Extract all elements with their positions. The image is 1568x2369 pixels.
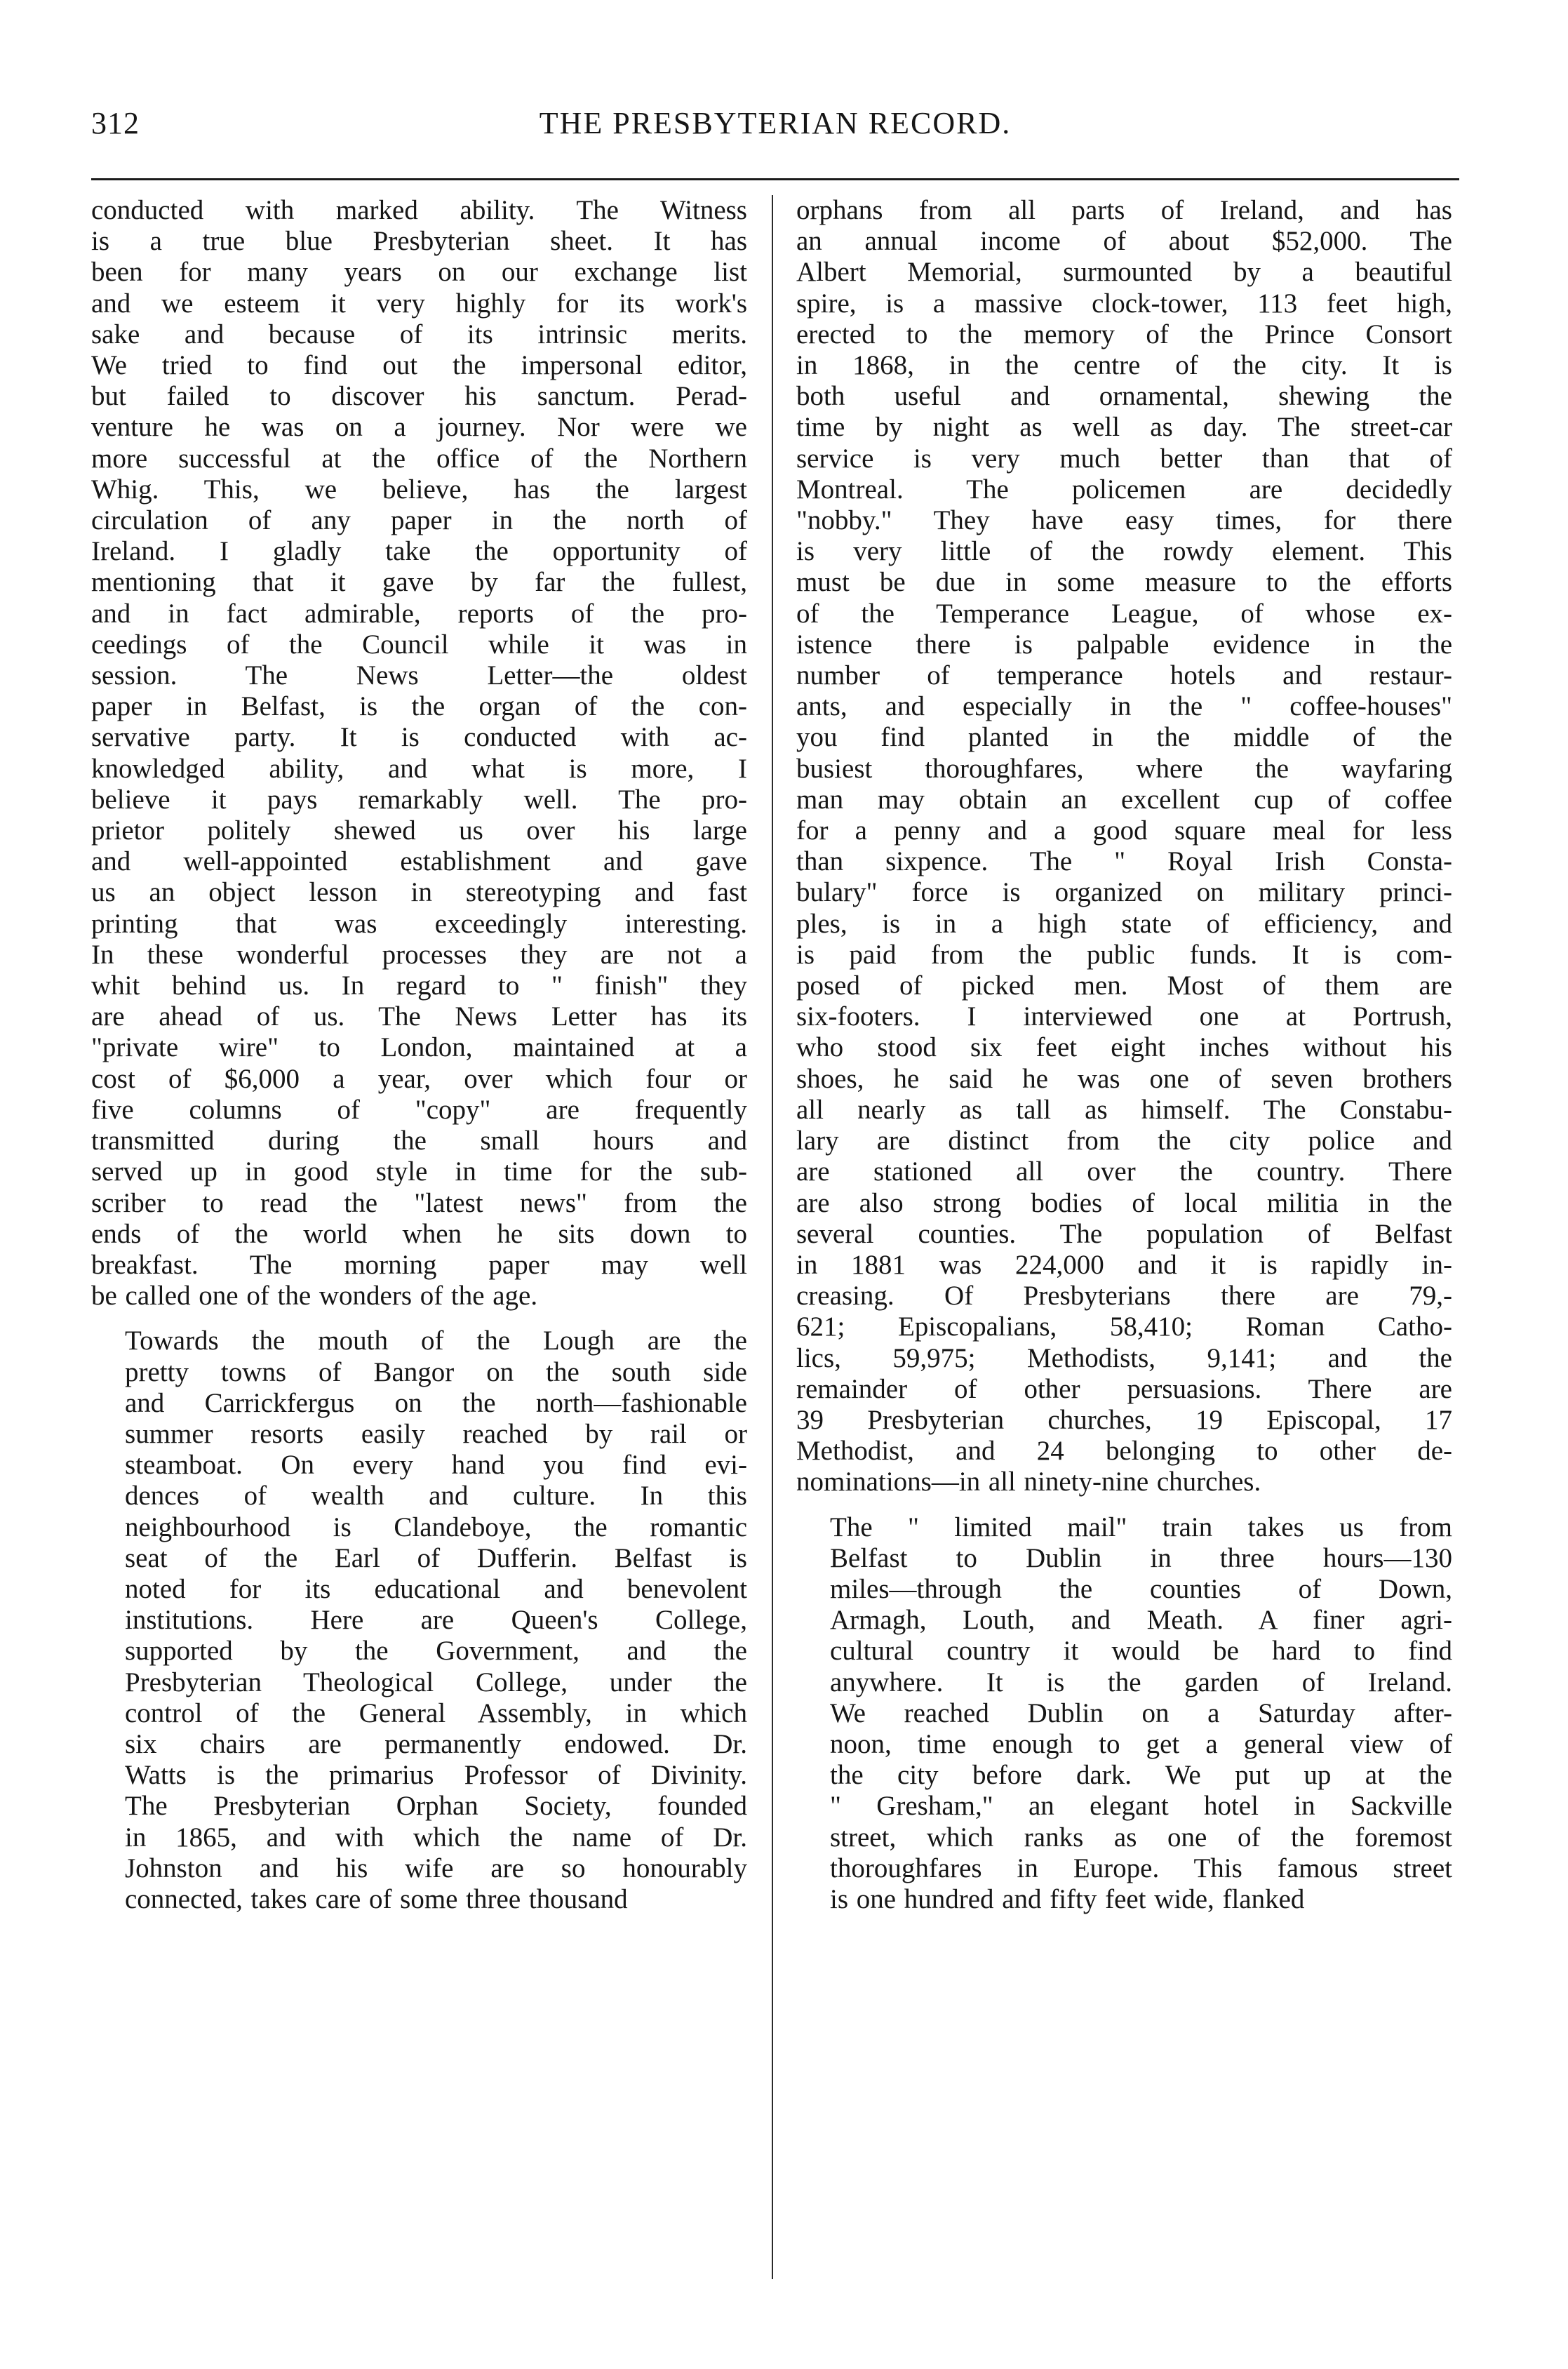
text-line: than sixpence. The " Royal Irish Consta- <box>796 846 1452 877</box>
text-line: both useful and ornamental, shewing the <box>796 381 1452 412</box>
text-line: shoes, he said he was one of seven brothers <box>796 1063 1452 1094</box>
text-line: are ahead of us. The News Letter has its <box>91 1001 747 1032</box>
text-line: you find planted in the middle of the <box>796 722 1452 753</box>
text-line: We tried to find out the impersonal editor, <box>91 350 747 381</box>
text-line: breakfast. The morning paper may well <box>91 1249 747 1280</box>
text-line: Presbyterian Theological College, under the <box>125 1667 747 1697</box>
text-line: in 1881 was 224,000 and it is rapidly in- <box>796 1249 1452 1280</box>
text-line: thoroughfares in Europe. This famous street <box>830 1853 1452 1883</box>
text-line: creasing. Of Presbyterians there are 79,- <box>796 1281 1452 1312</box>
text-line: time by night as well as day. The street-car <box>796 412 1452 443</box>
text-line: circulation of any paper in the north of <box>91 505 747 536</box>
text-line: sake and because of its intrinsic merits. <box>91 319 747 349</box>
text-line: six chairs are permanently endowed. Dr. <box>125 1728 747 1759</box>
text-line: Ireland. I gladly take the opportunity of <box>91 536 747 567</box>
text-line: cost of $6,000 a year, over which four or <box>91 1063 747 1094</box>
text-line: venture he was on a journey. Nor were we <box>91 412 747 443</box>
text-line: cultural country it would be hard to find <box>830 1636 1452 1667</box>
text-line: Johnston and his wife are so honourably <box>125 1853 747 1883</box>
text-line: Armagh, Louth, and Meath. A finer agri- <box>830 1605 1452 1636</box>
text-line: and well-appointed establishment and gave <box>91 846 747 877</box>
text-line: service is very much better than that of <box>796 443 1452 474</box>
text-line: Whig. This, we believe, has the largest <box>91 474 747 505</box>
text-line: spire, is a massive clock-tower, 113 feet high, <box>796 288 1452 319</box>
text-line: an annual income of about $52,000. The <box>796 226 1452 257</box>
text-line: posed of picked men. Most of them are <box>796 970 1452 1001</box>
text-line: six-footers. I interviewed one at Portrush, <box>796 1001 1452 1032</box>
text-line: erected to the memory of the Prince Consort <box>796 319 1452 349</box>
text-line: miles—through the counties of Down, <box>830 1573 1452 1604</box>
text-line: but failed to discover his sanctum. Perad- <box>91 381 747 412</box>
text-line: dences of wealth and culture. In this <box>125 1481 747 1512</box>
text-line: who stood six feet eight inches without his <box>796 1032 1452 1063</box>
text-line: are also strong bodies of local militia in the <box>796 1187 1452 1218</box>
text-line: bulary" force is organized on military princi- <box>796 877 1452 908</box>
text-line: ants, and especially in the " coffee-houses" <box>796 691 1452 722</box>
text-line: paper in Belfast, is the organ of the con- <box>91 691 747 722</box>
text-line: lics, 59,975; Methodists, 9,141; and the <box>796 1342 1452 1373</box>
text-line: noted for its educational and benevolent <box>125 1573 747 1604</box>
text-line: must be due in some measure to the efforts <box>796 567 1452 598</box>
text-line: be called one of the wonders of the age. <box>91 1281 538 1312</box>
text-line: is one hundred and fifty feet wide, flanked <box>830 1883 1305 1914</box>
running-head: THE PRESBYTERIAN RECORD. <box>539 106 1012 140</box>
text-line: scriber to read the "latest news" from the <box>91 1187 747 1218</box>
text-line: neighbourhood is Clandeboye, the romantic <box>125 1512 747 1542</box>
text-line: 39 Presbyterian churches, 19 Episcopal, 17 <box>796 1404 1452 1435</box>
text-line: number of temperance hotels and restaur- <box>796 660 1452 691</box>
text-line: is very little of the rowdy element. This <box>796 536 1452 567</box>
text-line: conducted with marked ability. The Witness <box>91 195 747 225</box>
text-line: pretty towns of Bangor on the south side <box>125 1356 747 1387</box>
text-line: whit behind us. In regard to " finish" they <box>91 970 747 1001</box>
text-line: institutions. Here are Queen's College, <box>125 1605 747 1636</box>
text-line: of the Temperance League, of whose ex- <box>796 598 1452 629</box>
text-line: Towards the mouth of the Lough are the <box>125 1326 747 1356</box>
text-line: in 1868, in the centre of the city. It is <box>796 350 1452 381</box>
text-line: more successful at the office of the Northern <box>91 443 747 474</box>
left-column <box>91 195 747 2272</box>
text-line: believe it pays remarkably well. The pro- <box>91 784 747 815</box>
page-header <box>91 105 1459 154</box>
text-line: connected, takes care of some three thousand <box>125 1883 628 1914</box>
text-line: us an object lesson in stereotyping and fast <box>91 877 747 908</box>
text-line: busiest thoroughfares, where the wayfaring <box>796 753 1452 784</box>
text-line: The " limited mail" train takes us from <box>830 1512 1452 1542</box>
text-line: and Carrickfergus on the north—fashionable <box>125 1387 747 1418</box>
text-line: In these wonderful processes they are not a <box>91 939 747 970</box>
text-line: steamboat. On every hand you find evi- <box>125 1450 747 1481</box>
text-line: " Gresham," an elegant hotel in Sackville <box>830 1791 1452 1822</box>
paragraph <box>796 195 1452 1498</box>
text-line: summer resorts easily reached by rail or <box>125 1418 747 1449</box>
text-line: orphans from all parts of Ireland, and has <box>796 195 1452 225</box>
text-line: seat of the Earl of Dufferin. Belfast is <box>125 1542 747 1573</box>
text-line: ples, is in a high state of efficiency, and <box>796 908 1452 939</box>
text-line: all nearly as tall as himself. The Constabu- <box>796 1094 1452 1125</box>
text-line: session. The News Letter—the oldest <box>91 660 747 691</box>
text-line: ceedings of the Council while it was in <box>91 629 747 660</box>
paragraph <box>91 195 747 1312</box>
text-line: noon, time enough to get a general view of <box>830 1728 1452 1759</box>
page <box>91 105 1459 2281</box>
text-line: istence there is palpable evidence in the <box>796 629 1452 660</box>
text-line: street, which ranks as one of the foremost <box>830 1822 1452 1853</box>
paragraph <box>91 1326 747 1915</box>
text-line: We reached Dublin on a Saturday after- <box>830 1697 1452 1728</box>
text-line: the city before dark. We put up at the <box>830 1760 1452 1791</box>
text-line: nominations—in all ninety-nine churches. <box>796 1467 1261 1497</box>
header-rule <box>91 178 1459 180</box>
text-line: and we esteem it very highly for its work's <box>91 288 747 319</box>
text-line: for a penny and a good square meal for less <box>796 815 1452 846</box>
text-line: servative party. It is conducted with ac- <box>91 722 747 753</box>
text-line: The Presbyterian Orphan Society, founded <box>125 1791 747 1822</box>
text-line: is a true blue Presbyterian sheet. It has <box>91 226 747 257</box>
text-line: 621; Episcopalians, 58,410; Roman Catho- <box>796 1312 1452 1342</box>
text-line: knowledged ability, and what is more, I <box>91 753 747 784</box>
text-line: remainder of other persuasions. There are <box>796 1373 1452 1404</box>
text-line: Montreal. The policemen are decidedly <box>796 474 1452 505</box>
text-line: "private wire" to London, maintained at a <box>91 1032 747 1063</box>
text-line: Watts is the primarius Professor of Divinity. <box>125 1760 747 1791</box>
text-line: been for many years on our exchange list <box>91 257 747 288</box>
text-line: served up in good style in time for the sub- <box>91 1156 747 1187</box>
text-line: anywhere. It is the garden of Ireland. <box>830 1667 1452 1697</box>
text-line: printing that was exceedingly interesting. <box>91 908 747 939</box>
text-line: control of the General Assembly, in which <box>125 1697 747 1728</box>
text-line: Belfast to Dublin in three hours—130 <box>830 1542 1452 1573</box>
text-line: prietor politely shewed us over his large <box>91 815 747 846</box>
text-line: "nobby." They have easy times, for there <box>796 505 1452 536</box>
column-divider <box>772 195 773 2279</box>
text-line: in 1865, and with which the name of Dr. <box>125 1822 747 1853</box>
text-line: are stationed all over the country. There <box>796 1156 1452 1187</box>
text-line: several counties. The population of Belfast <box>796 1218 1452 1249</box>
text-line: is paid from the public funds. It is com- <box>796 939 1452 970</box>
text-line: Albert Memorial, surmounted by a beautiful <box>796 257 1452 288</box>
text-line: five columns of "copy" are frequently <box>91 1094 747 1125</box>
text-line: Methodist, and 24 belonging to other de- <box>796 1436 1452 1467</box>
text-line: ends of the world when he sits down to <box>91 1218 747 1249</box>
page-number: 312 <box>91 106 140 140</box>
text-line: mentioning that it gave by far the fullest, <box>91 567 747 598</box>
text-line: and in fact admirable, reports of the pro- <box>91 598 747 629</box>
text-line: transmitted during the small hours and <box>91 1126 747 1156</box>
text-line: lary are distinct from the city police and <box>796 1126 1452 1156</box>
text-line: man may obtain an excellent cup of coffee <box>796 784 1452 815</box>
text-line: supported by the Government, and the <box>125 1636 747 1667</box>
right-column <box>796 195 1452 2272</box>
paragraph <box>796 1512 1452 1916</box>
